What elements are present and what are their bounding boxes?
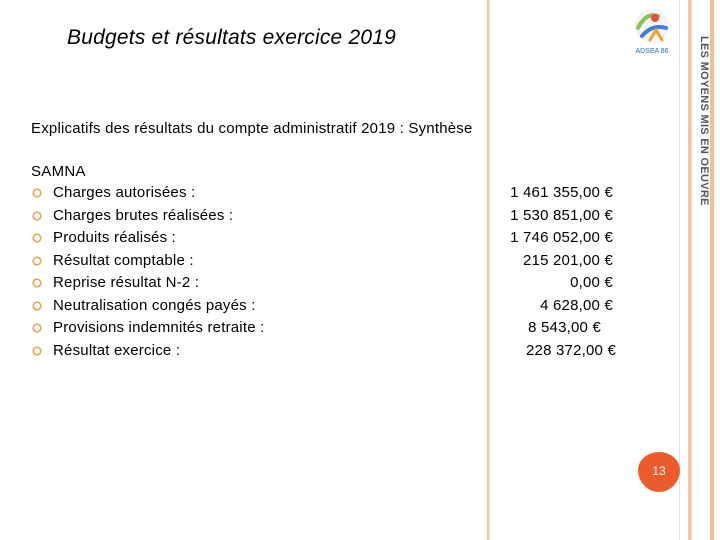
- slide-subtitle: Explicatifs des résultats du compte administratif 2019 : Synthèse: [31, 120, 473, 137]
- bullet-icon: [32, 278, 42, 288]
- list-item: [31, 296, 631, 319]
- item-label: Produits réalisés :: [53, 229, 177, 246]
- item-label: Résultat exercice :: [53, 341, 181, 359]
- bullet-icon: [32, 301, 42, 311]
- item-value: 4 628,00 €: [540, 296, 613, 314]
- decorative-rule: [679, 0, 680, 540]
- page-number-badge: 13: [638, 452, 680, 492]
- bullet-icon: [32, 211, 42, 221]
- item-label: Provisions indemnités retraite :: [53, 319, 265, 336]
- organization-logo: [628, 6, 676, 62]
- list-item: [31, 341, 631, 364]
- item-label: Charges autorisées :: [53, 184, 196, 201]
- item-label: Résultat comptable :: [53, 251, 194, 269]
- item-value: 1 746 052,00 €: [510, 229, 613, 246]
- list-item: [31, 228, 631, 251]
- item-value: 0,00 €: [570, 274, 613, 291]
- decorative-rule: [710, 0, 714, 540]
- list-item: [31, 183, 631, 206]
- bullet-icon: [32, 323, 42, 333]
- results-list: [31, 183, 631, 363]
- bullet-icon: [32, 233, 42, 243]
- list-item: [31, 251, 631, 274]
- list-item: [31, 206, 631, 229]
- side-label: LES MOYENS MIS EN OEUVRE: [698, 36, 710, 206]
- item-value: 8 543,00 €: [528, 319, 601, 336]
- item-value: 1 461 355,00 €: [510, 184, 613, 201]
- item-value: 1 530 851,00 €: [510, 206, 613, 224]
- logo-text: ADSEA 86: [635, 48, 669, 55]
- list-item: [31, 273, 631, 296]
- section-heading: SAMNA: [31, 163, 86, 180]
- logo-icon: [628, 6, 676, 50]
- item-label: Neutralisation congés payés :: [53, 296, 256, 314]
- slide-title: Budgets et résultats exercice 2019: [67, 26, 396, 49]
- item-value: 215 201,00 €: [523, 251, 613, 269]
- list-item: [31, 318, 631, 341]
- item-value: 228 372,00 €: [526, 341, 616, 359]
- bullet-icon: [32, 256, 42, 266]
- bullet-icon: [32, 346, 42, 356]
- item-label: Reprise résultat N-2 :: [53, 274, 200, 291]
- item-label: Charges brutes réalisées :: [53, 206, 234, 224]
- bullet-icon: [32, 188, 42, 198]
